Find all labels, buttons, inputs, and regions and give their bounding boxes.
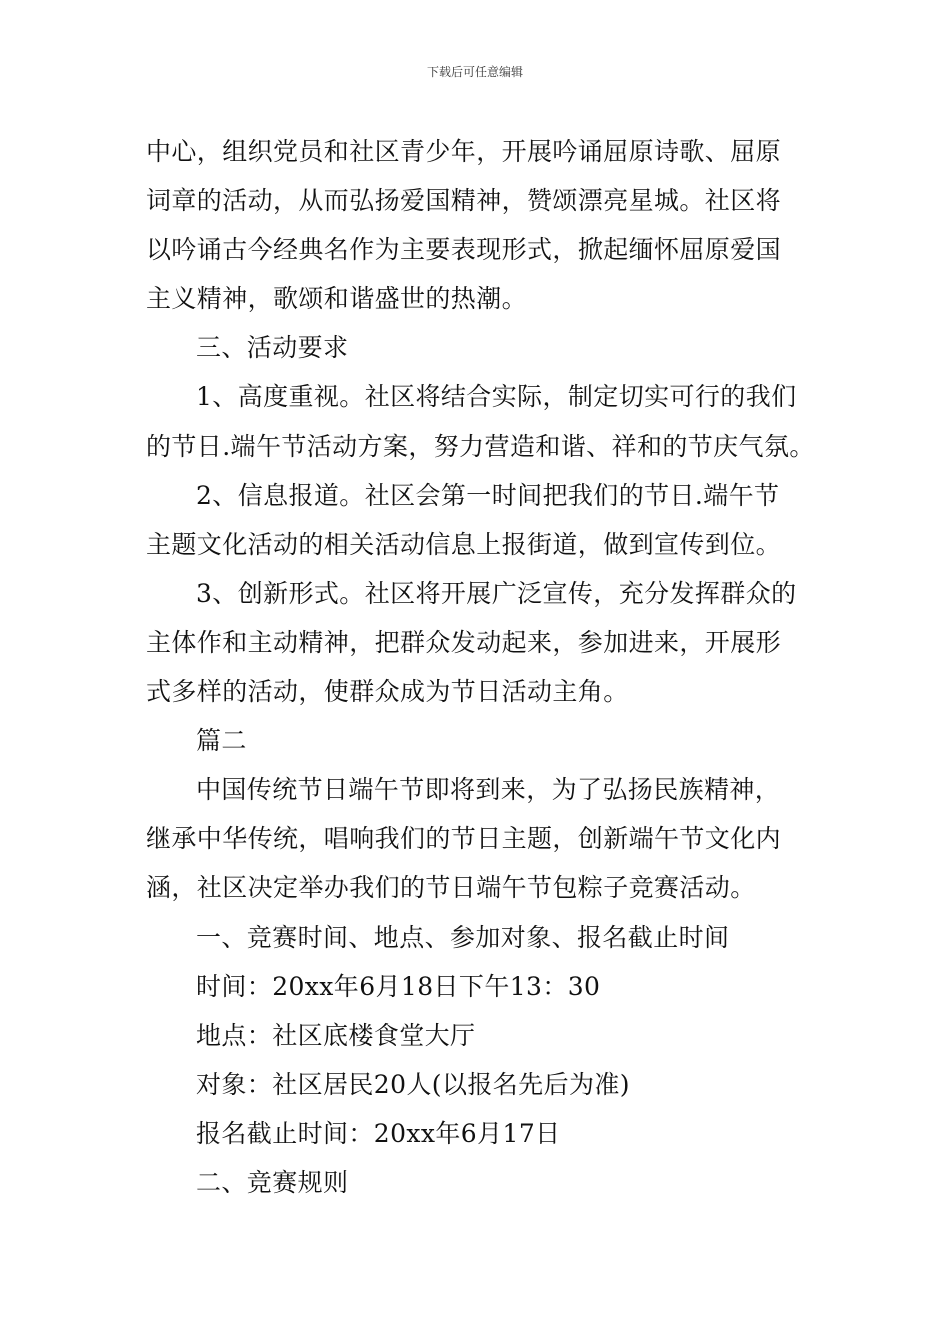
body-line: 主题文化活动的相关活动信息上报街道，做到宣传到位。 [146,529,782,559]
detail-deadline: 报名截止时间：20xx年6月17日 [196,1118,561,1148]
body-line: 主体作和主动精神，把群众发动起来，参加进来，开展形 [146,627,782,657]
section-heading-part-two: 篇二 [196,726,247,756]
body-line: 式多样的活动，使群众成为节日活动主角。 [146,677,629,707]
section-heading-requirements: 三、活动要求 [196,333,349,363]
detail-place: 地点：社区底楼食堂大厅 [196,1020,476,1050]
section-heading-time-place: 一、竞赛时间、地点、参加对象、报名截止时间 [196,922,730,952]
detail-participants: 对象：社区居民20人(以报名先后为准) [196,1069,630,1099]
detail-time: 时间：20xx年6月18日下午13：30 [196,971,601,1001]
body-line: 2、信息报道。社区会第一时间把我们的节日.端午节 [196,480,780,510]
body-line: 1、高度重视。社区将结合实际，制定切实可行的我们 [196,382,797,412]
body-line: 继承中华传统，唱响我们的节日主题，创新端午节文化内 [146,824,782,854]
body-line: 中心，组织党员和社区青少年，开展吟诵屈原诗歌、屈原 [146,137,782,166]
body-line: 以吟诵古今经典名作为主要表现形式，掀起缅怀屈原爱国 [146,235,782,265]
document-body [146,127,815,1207]
body-line: 词章的活动，从而弘扬爱国精神，赞颂漂亮星城。社区将 [146,186,782,216]
body-line: 涵，社区决定举办我们的节日端午节包粽子竞赛活动。 [146,873,756,903]
body-line: 3、创新形式。社区将开展广泛宣传，充分发挥群众的 [196,578,797,608]
page-header-note: 下载后可任意编辑 [426,65,523,79]
section-heading-rules: 二、竞赛规则 [196,1167,349,1197]
body-line: 的节日.端午节活动方案，努力营造和谐、祥和的节庆气氛。 [146,431,815,461]
body-line: 主义精神，歌颂和谐盛世的热潮。 [146,284,528,314]
body-line: 中国传统节日端午节即将到来，为了弘扬民族精神， [196,775,781,805]
